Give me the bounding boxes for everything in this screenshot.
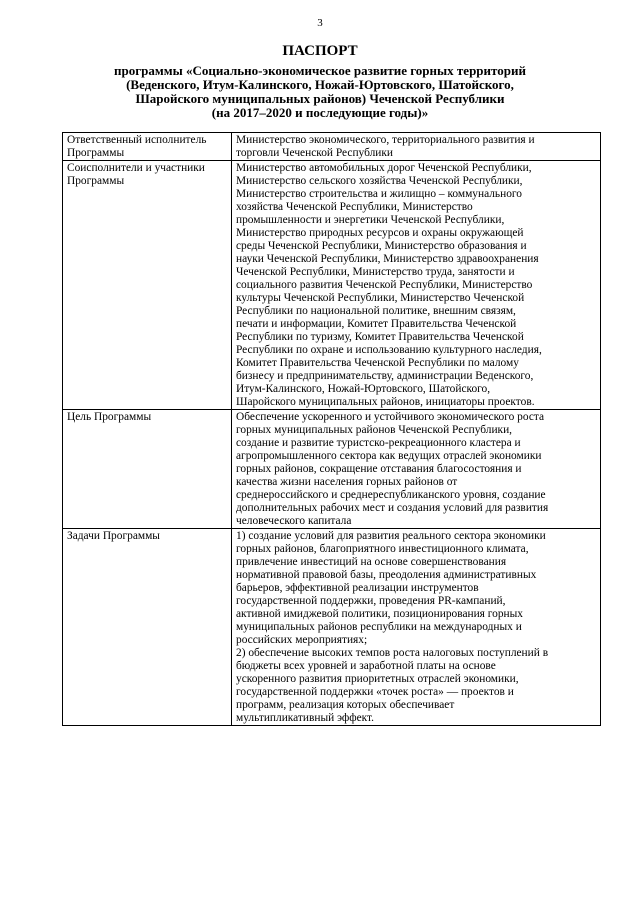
row-value-line: государственной поддержки, проведения PR-кампаний, <box>236 595 506 607</box>
row-value-line: Шаройского муниципальных районов, инициаторы проектов. <box>236 396 535 408</box>
row-value-line: хозяйства Чеченской Республики, Министерство <box>236 201 473 213</box>
row-value-line: социального развития Чеченской Республики, Министерство <box>236 279 533 291</box>
row-value-line: барьеров, эффективной реализации инструментов <box>236 582 479 594</box>
row-value-line: Республики по национальной политике, внешним связям, <box>236 305 516 317</box>
row-value-line: дополнительных рабочих мест и создания условий для развития <box>236 502 549 514</box>
row-value-line: горных районов, благоприятного инвестиционного климата, <box>236 543 529 555</box>
row-value-line: Республики по туризму, Комитет Правительства Чеченской <box>236 331 524 343</box>
row-value-line: активной имиджевой политики, позиционирования горных <box>236 608 523 620</box>
row-value-line: привлечение инвестиций на основе совершенствования <box>236 556 507 568</box>
row-value-cell <box>232 133 601 161</box>
row-value-line: печати и информации, Комитет Правительства Чеченской <box>236 318 517 330</box>
row-value-line: горных районов, сокращение отставания благосостояния и <box>236 463 522 475</box>
row-value-line: среды Чеченской Республики, Министерство образования и <box>236 240 527 252</box>
row-value-line: Обеспечение ускоренного и устойчивого экономического роста <box>236 411 545 423</box>
page-number: 3 <box>317 17 323 29</box>
row-value-line: промышленности и энергетики Чеченской Республики, <box>236 214 505 226</box>
row-value-line: Республики по охране и использованию культурного наследия, <box>236 344 542 356</box>
passport-row <box>63 529 601 726</box>
row-value-line: горных муниципальных районов Чеченской Республики, <box>236 424 513 436</box>
passport-row <box>63 410 601 529</box>
row-label-line: Задачи Программы <box>67 530 160 542</box>
row-label-cell <box>63 410 232 529</box>
row-label-line: Ответственный исполнитель <box>67 134 207 146</box>
row-value-line: мультипликативный эффект. <box>236 712 374 724</box>
subtitle-line: (на 2017–2020 и последующие годы)» <box>211 105 429 120</box>
document-subtitle <box>70 64 570 120</box>
row-value-line: Министерство природных ресурсов и охраны окружающей <box>236 227 524 239</box>
row-value-line: среднероссийского и среднереспубликанского уровня, создание <box>236 489 546 501</box>
row-value-cell <box>232 161 601 410</box>
row-value-line: Министерство сельского хозяйства Чеченской Республики, <box>236 175 523 187</box>
row-value-line: бюджеты всех уровней и заработной платы на основе <box>236 660 496 672</box>
subtitle-line: Шаройского муниципальных районов) Чеченской Республики <box>135 91 505 106</box>
row-value-line: создание и развитие туристско-рекреационного кластера и <box>236 437 521 449</box>
subtitle-line: (Веденского, Итум-Калинского, Ножай-Юртовского, Шатойского, <box>126 77 514 92</box>
subtitle-line: программы «Социально-экономическое развитие горных территорий <box>114 63 526 78</box>
row-value-line: Чеченской Республики, Министерство труда, занятости и <box>236 266 515 278</box>
row-value-line: ускоренного развития приоритетных отраслей экономики, <box>236 673 519 685</box>
row-value-line: 2) обеспечение высоких темпов роста налоговых поступлений в <box>236 647 549 659</box>
row-label-cell <box>63 133 232 161</box>
row-value-line: человеческого капитала <box>236 515 352 527</box>
row-value-line: нормативной правовой базы, преодоления административных <box>236 569 537 581</box>
row-value-line: агропромышленного сектора как ведущих отраслей экономики <box>236 450 542 462</box>
passport-row <box>63 161 601 410</box>
row-label-line: Программы <box>67 175 125 187</box>
row-label-cell <box>63 529 232 726</box>
row-value-cell <box>232 529 601 726</box>
row-value-line: науки Чеченской Республики, Министерство здравоохранения <box>236 253 539 265</box>
row-value-line: государственной поддержки «точек роста» — проектов и <box>236 686 514 698</box>
row-value-line: российских мероприятиях; <box>236 634 368 646</box>
row-value-line: Министерство строительства и жилищно – коммунального <box>236 188 523 200</box>
row-value-line: Министерство экономического, территориального развития и <box>236 134 535 146</box>
passport-row <box>63 133 601 161</box>
document-title: ПАСПОРТ <box>282 43 358 59</box>
row-label-line: Цель Программы <box>67 411 152 423</box>
row-value-line: программ, реализация которых обеспечивает <box>236 699 455 711</box>
row-value-line: Комитет Правительства Чеченской Республики по малому <box>236 357 519 369</box>
row-value-line: культуры Чеченской Республики, Министерство Чеченской <box>236 292 525 304</box>
passport-table-body <box>63 133 601 726</box>
row-value-line: 1) создание условий для развития реального сектора экономики <box>236 530 546 542</box>
row-value-cell <box>232 410 601 529</box>
row-value-line: качества жизни населения горных районов от <box>236 476 458 488</box>
row-value-line: бизнесу и предпринимательству, администрации Веденского, <box>236 370 534 382</box>
row-value-line: Итум-Калинского, Ножай-Юртовского, Шатойского, <box>236 383 491 395</box>
passport-table <box>62 132 601 726</box>
row-value-line: торговли Чеченской Республики <box>236 147 394 159</box>
row-label-line: Соисполнители и участники <box>67 162 205 174</box>
row-value-line: Министерство автомобильных дорог Чеченской Республики, <box>236 162 532 174</box>
row-label-cell <box>63 161 232 410</box>
row-label-line: Программы <box>67 147 125 159</box>
row-value-line: муниципальных районов республики на международных и <box>236 621 522 633</box>
